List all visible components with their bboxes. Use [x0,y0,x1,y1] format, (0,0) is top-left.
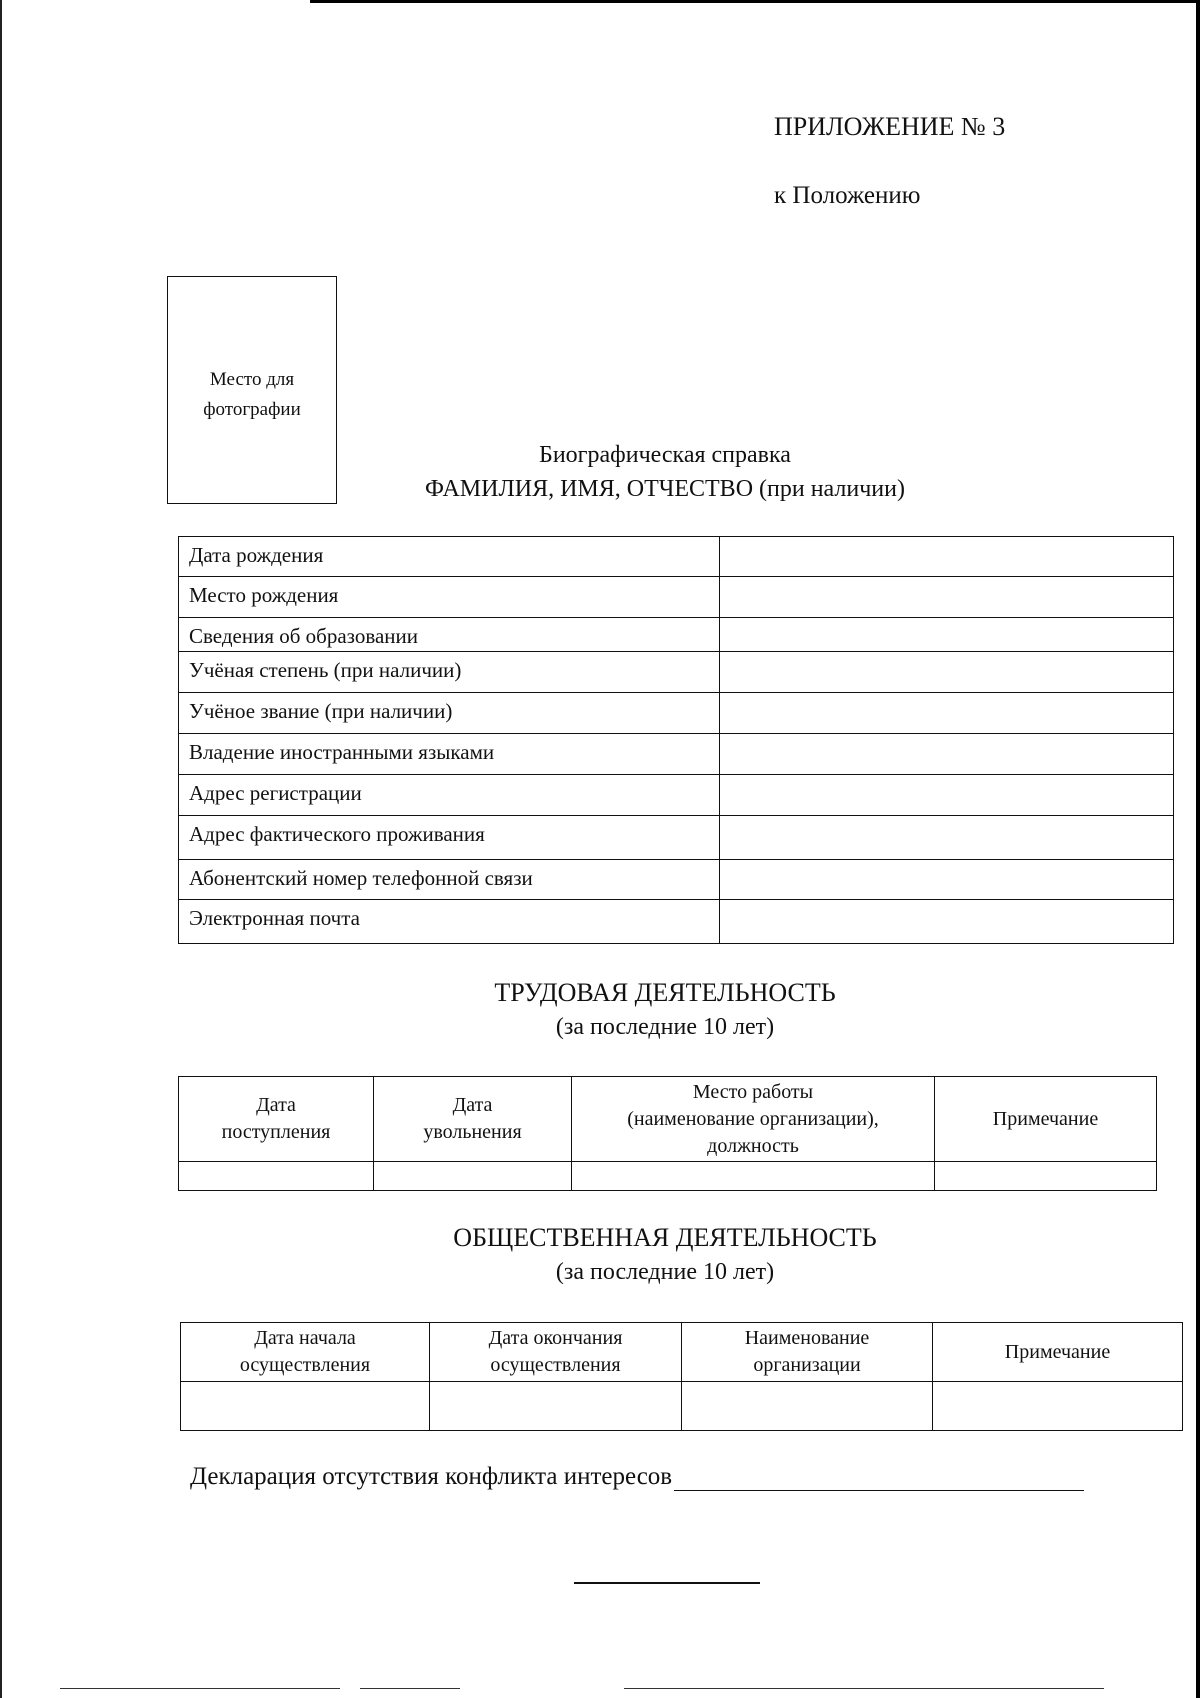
social-col-organization [682,1323,933,1382]
scan-top-edge [310,0,1200,3]
appendix-number: ПРИЛОЖЕНИЕ № 3 [774,112,1006,141]
document-end-rule [574,1582,760,1584]
bio-row [179,860,1174,900]
bio-row-label: Адрес регистрации [179,775,720,816]
bio-table [178,536,1174,944]
bio-row-value[interactable] [720,652,1174,693]
photo-label-line2: фотографии [203,399,301,420]
social-col-start-date-line1: Дата начала [254,1327,356,1349]
bio-row-value[interactable] [720,693,1174,734]
social-col-start-date [181,1323,430,1382]
work-cell[interactable] [179,1162,374,1191]
bio-row [179,816,1174,860]
work-table [178,1076,1157,1191]
bio-row-value[interactable] [720,734,1174,775]
bio-row [179,618,1174,652]
work-empty-row [179,1162,1157,1191]
work-header-row [179,1077,1157,1162]
social-col-end-date-line1: Дата окончания [488,1327,623,1349]
social-empty-row [181,1382,1183,1431]
scan-right-edge [1196,0,1200,1698]
bio-row-value[interactable] [720,816,1174,860]
bio-row-value[interactable] [720,537,1174,577]
bio-row-label: Абонентский номер телефонной связи [179,860,720,900]
scan-left-edge [0,0,2,1698]
bio-row-label: Учёное звание (при наличии) [179,693,720,734]
social-col-end-date-line2: осуществления [490,1354,621,1376]
bio-row-label: Место рождения [179,577,720,618]
work-col-start-date-line2: поступления [221,1121,331,1143]
appendix-reference: к Положению [774,182,921,209]
social-cell[interactable] [430,1382,682,1431]
footer-rule [624,1688,1104,1689]
bio-row-label: Учёная степень (при наличии) [179,652,720,693]
bio-row [179,734,1174,775]
work-col-end-date [374,1077,572,1162]
social-heading [330,1221,1000,1289]
social-col-organization-line2: организации [753,1354,861,1376]
photo-placeholder [167,276,337,504]
declaration-label: Декларация отсутствия конфликта интересов [190,1463,673,1490]
work-col-end-date-line1: Дата [452,1094,493,1116]
work-col-note [935,1077,1157,1162]
social-title: ОБЩЕСТВЕННАЯ ДЕЯТЕЛЬНОСТЬ [453,1223,877,1252]
work-cell[interactable] [572,1162,935,1191]
social-header-row [181,1323,1183,1382]
social-col-start-date-line2: осуществления [239,1354,371,1376]
work-col-workplace-line3: должность [707,1134,799,1157]
social-col-organization-line1: Наименование [744,1327,870,1349]
footer-rule [60,1688,340,1689]
social-cell[interactable] [181,1382,430,1431]
bio-row [179,775,1174,816]
work-col-end-date-line2: увольнения [423,1121,522,1143]
social-table [180,1322,1183,1431]
bio-row-label: Адрес фактического проживания [179,816,720,860]
bio-row-value[interactable] [720,900,1174,944]
social-cell[interactable] [933,1382,1183,1431]
bio-name-line: ФАМИЛИЯ, ИМЯ, ОТЧЕСТВО (при наличии) [425,476,905,502]
work-cell[interactable] [374,1162,572,1191]
social-col-note-line1: Примечание [1004,1340,1111,1363]
work-subtitle: (за последние 10 лет) [555,1014,775,1040]
work-col-start-date-line1: Дата [256,1094,296,1116]
work-col-workplace-line2: (наименование организации), [627,1107,879,1130]
work-heading [330,976,1000,1044]
bio-row-value[interactable] [720,775,1174,816]
bio-heading [350,438,980,506]
bio-row-value[interactable] [720,577,1174,618]
bio-row [179,537,1174,577]
bio-row-label: Сведения об образовании [179,618,720,652]
work-cell[interactable] [935,1162,1157,1191]
declaration [190,1462,1084,1491]
bio-row-label: Электронная почта [179,900,720,944]
bio-title: Биографическая справка [539,442,791,468]
bio-row [179,900,1174,944]
work-title: ТРУДОВАЯ ДЕЯТЕЛЬНОСТЬ [494,978,836,1007]
bio-row [179,577,1174,618]
work-col-workplace-line1: Место работы [692,1080,814,1103]
bio-row-label: Владение иностранными языками [179,734,720,775]
social-col-note [933,1323,1183,1382]
social-col-end-date [430,1323,682,1382]
work-col-start-date [179,1077,374,1162]
bio-row [179,693,1174,734]
footer-rule [360,1688,460,1689]
work-col-workplace [572,1077,935,1162]
social-subtitle: (за последние 10 лет) [555,1259,775,1285]
declaration-blank-line[interactable] [674,1462,1084,1491]
bio-row-value[interactable] [720,618,1174,652]
social-cell[interactable] [682,1382,933,1431]
bio-row-label: Дата рождения [179,537,720,577]
bio-row [179,652,1174,693]
photo-label-line1: Место для [209,369,295,390]
bio-row-value[interactable] [720,860,1174,900]
work-col-note-line1: Примечание [992,1107,1099,1130]
